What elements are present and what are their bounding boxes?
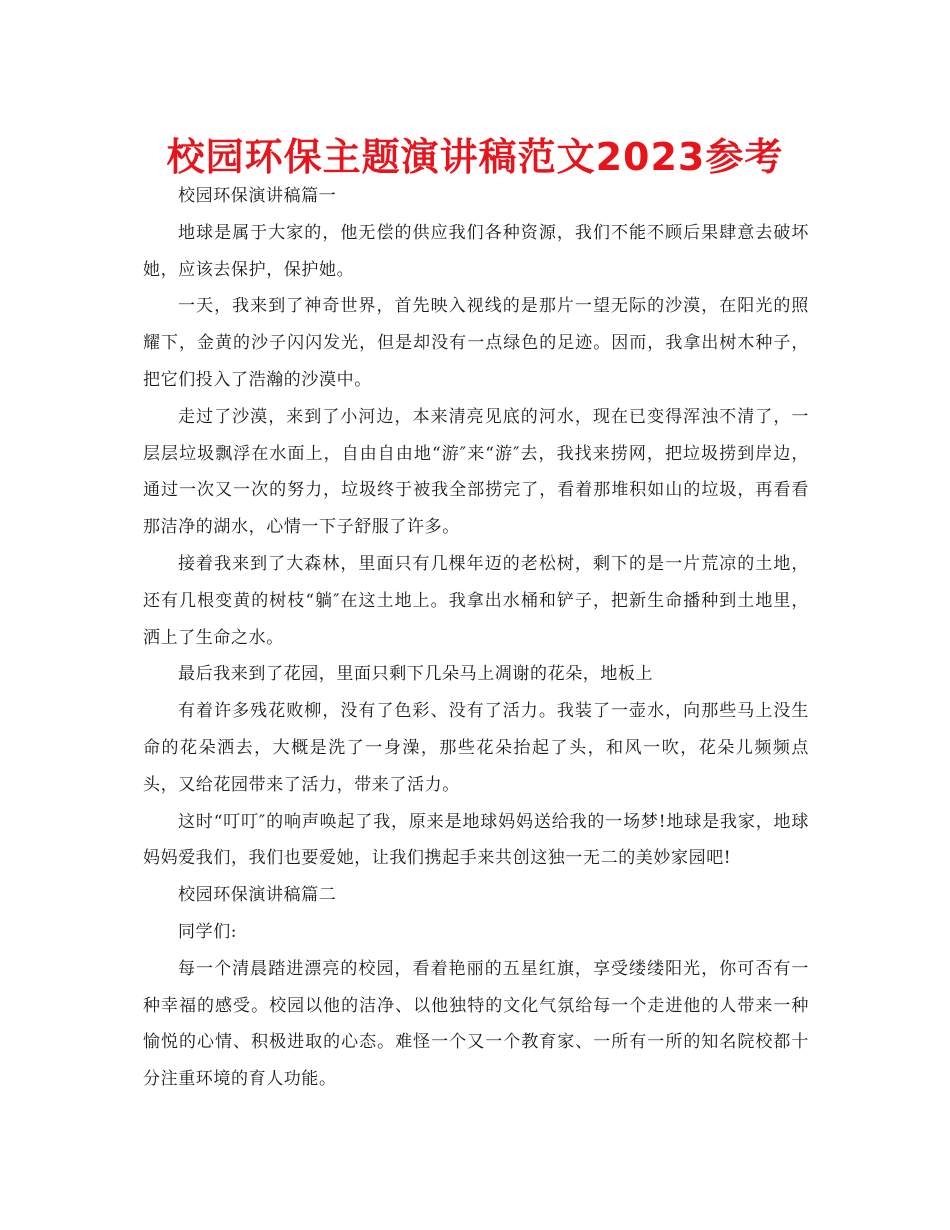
paragraph: 有着许多残花败柳，没有了色彩、没有了活力。我装了一壶水，向那些马上没生命的花朵洒去，大概是洗了一身澡，那些花朵抬起了头，和风一吹，花朵儿频频点头，又给花园带来了活力，带来了活力。 (143, 701, 809, 795)
paragraph: 接着我来到了大森林，里面只有几棵年迈的老松树，剩下的是一片荒凉的土地，还有几根变黄的树枝“躺″在这土地上。我拿出水桶和铲子，把新生命播种到土地里，洒上了生命之水。 (143, 553, 809, 648)
paragraph: 一天，我来到了神奇世界，首先映入视线的是那片一望无际的沙漠，在阳光的照耀下，金黄的沙子闪闪发光，但是却没有一点绿色的足迹。因而，我拿出树木种子，把它们投入了浩瀚的沙漠中。 (143, 296, 809, 390)
paragraph: 这时“叮叮″的响声唤起了我，原来是地球妈妈送给我的一场梦!地球是我家，地球妈妈爱我们，我们也要爱她，让我们携起手来共创这独一无二的美妙家园吧! (143, 811, 809, 869)
document-title: 校园环保主题演讲稿范文2023参考 (166, 135, 784, 179)
document-body (143, 178, 809, 1098)
paragraph: 最后我来到了花园，里面只剩下几朵马上凋谢的花朵，地板上 (178, 664, 654, 685)
paragraph: 每一个清晨踏进漂亮的校园，看着艳丽的五星红旗，享受缕缕阳光，你可否有一种幸福的感受。校园以他的洁净、以他独特的文化气氛给每一个走进他的人带来一种愉悦的心情、积极进取的心态。难怪一个又一个教育家、一所有一所的知名院校都十分注重环境的育人功能。 (143, 958, 809, 1090)
section-heading-1: 校园环保演讲稿篇一 (178, 186, 337, 206)
paragraph: 走过了沙漠，来到了小河边，本来清亮见底的河水，现在已变得浑浊不清了，一层层垃圾飘浮在水面上，自由自由地“游″来“游″去，我找来捞网，把垃圾捞到岸边，通过一次又一次的努力，垃圾终于被我全部捞完了，看着那堆积如山的垃圾，再看看那洁净的湖水，心情一下子舒服了许多。 (143, 406, 809, 538)
paragraph: 地球是属于大家的，他无偿的供应我们各种资源，我们不能不顾后果肆意去破坏她，应该去保护，保护她。 (143, 222, 809, 280)
salutation: 同学们: (178, 921, 238, 942)
section-heading-2: 校园环保演讲稿篇二 (178, 885, 337, 906)
